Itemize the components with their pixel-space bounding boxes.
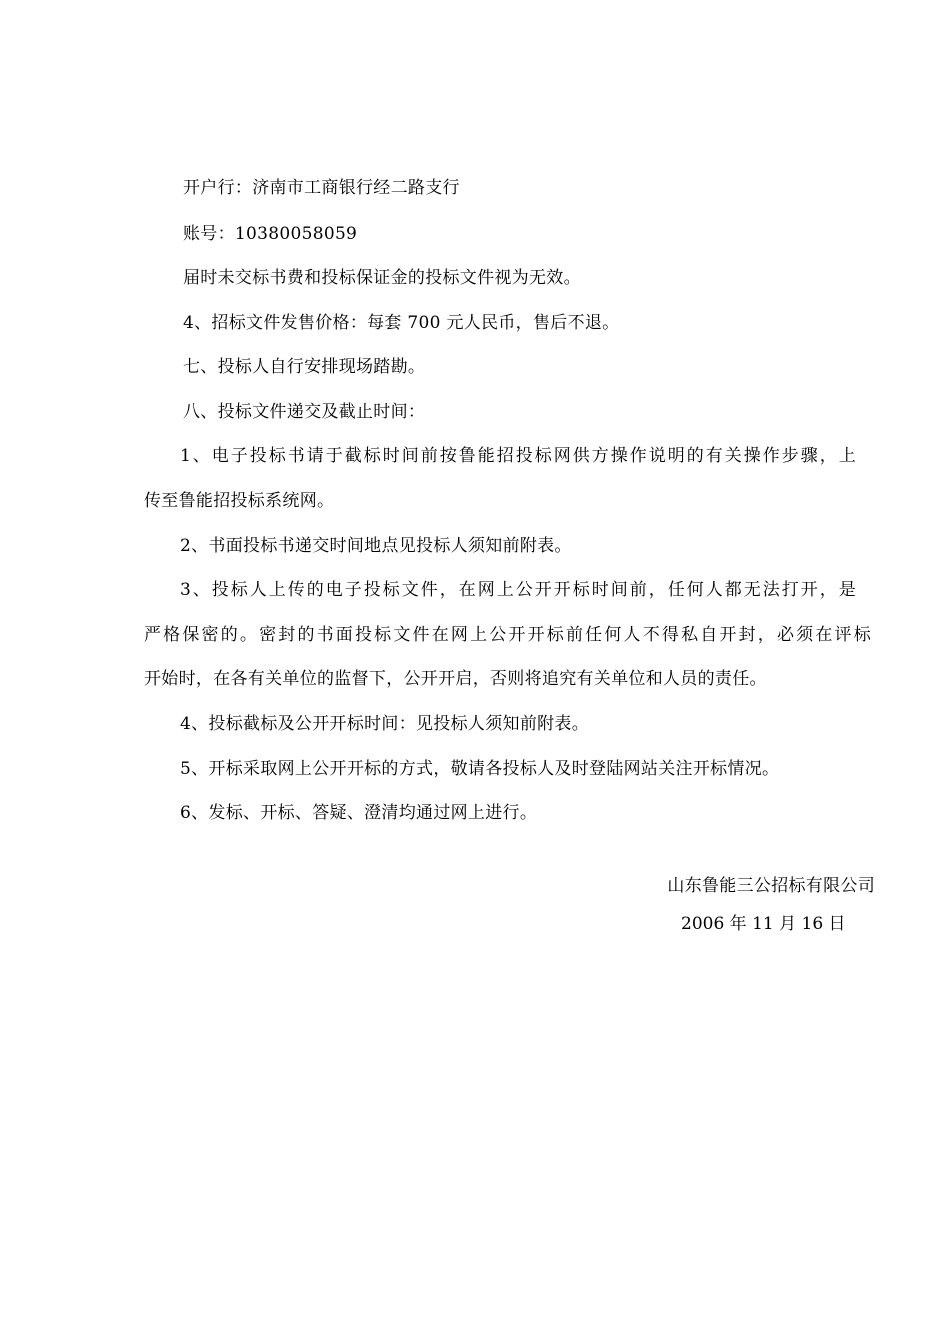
item-3-line-3: 开始时，在各有关单位的监督下，公开开启，否则将追究有关单位和人员的责任。: [144, 669, 767, 689]
item-5: 5、开标采取网上公开开标的方式，敬请各投标人及时登陆网站关注开标情况。: [180, 759, 780, 779]
item-3-line-1: 3、投标人上传的电子投标文件，在网上公开开标时间前，任何人都无法打开，是: [180, 580, 856, 600]
item-4: 4、投标截标及公开开标时间：见投标人须知前附表。: [180, 714, 590, 734]
account-number-line: 账号：10380058059: [183, 224, 358, 244]
signature-company: 山东鲁能三公招标有限公司: [667, 876, 875, 896]
item-6: 6、发标、开标、答疑、澄清均通过网上进行。: [180, 803, 538, 823]
item-2: 2、书面投标书递交时间地点见投标人须知前附表。: [180, 536, 572, 556]
item-1-line-2: 传至鲁能招投标系统网。: [144, 491, 335, 511]
item-3-line-2: 严格保密的。密封的书面投标文件在网上公开开标前任何人不得私自开封，必须在评标: [144, 625, 871, 645]
item-1-line-1: 1、电子投标书请于截标时间前按鲁能招投标网供方操作说明的有关操作步骤，上: [180, 446, 856, 466]
document-price-line: 4、招标文件发售价格：每套 700 元人民币，售后不退。: [183, 313, 620, 333]
bank-line: 开户行：济南市工商银行经二路支行: [183, 178, 460, 198]
invalid-bid-notice: 届时未交标书费和投标保证金的投标文件视为无效。: [183, 268, 581, 288]
signature-date: 2006 年 11 月 16 日: [681, 914, 846, 934]
section-eight-heading: 八、投标文件递交及截止时间：: [183, 402, 426, 422]
section-seven-heading: 七、投标人自行安排现场踏勘。: [183, 357, 426, 377]
